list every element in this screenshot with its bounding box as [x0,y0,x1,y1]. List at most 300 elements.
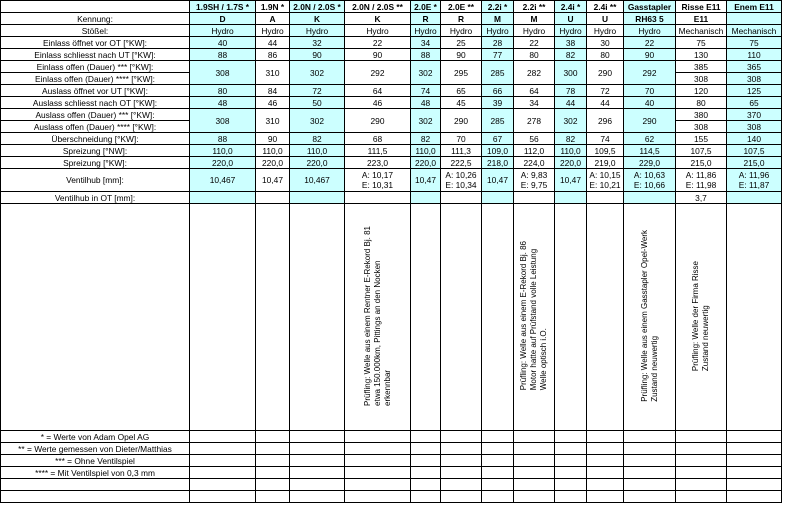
value-cell[interactable]: 290 [441,109,482,133]
value-cell[interactable]: 38 [555,37,587,49]
empty-cell[interactable] [624,467,676,479]
value-cell[interactable]: 110,0 [290,145,345,157]
value-cell[interactable]: 220,0 [190,157,256,169]
empty-cell[interactable] [441,479,482,491]
value-cell[interactable]: 28 [482,37,514,49]
code-cell[interactable]: E11 [676,13,727,25]
empty-cell[interactable] [482,431,514,443]
code-cell[interactable]: K [345,13,411,25]
empty-cell[interactable] [482,467,514,479]
value-cell[interactable]: 40 [190,37,256,49]
note-cell[interactable] [290,204,345,431]
note-cell[interactable] [514,204,555,431]
value-cell[interactable] [727,192,782,204]
empty-cell[interactable] [256,479,290,491]
engine-header[interactable]: 2.0E ** [441,1,482,13]
note-cell[interactable] [441,204,482,431]
value-cell[interactable]: 111,3 [441,145,482,157]
code-cell[interactable]: U [587,13,624,25]
empty-cell[interactable] [514,491,555,503]
empty-cell[interactable] [676,431,727,443]
value-cell[interactable]: 114,5 [624,145,676,157]
value-cell[interactable]: 385 [676,61,727,73]
empty-cell[interactable] [441,443,482,455]
empty-cell[interactable] [514,443,555,455]
value-cell[interactable]: 44 [555,97,587,109]
engine-header[interactable]: 2.0N / 2.0S * [290,1,345,13]
empty-cell[interactable] [482,491,514,503]
empty-cell[interactable] [290,479,345,491]
empty-cell[interactable] [1,491,190,503]
value-cell[interactable]: 90 [624,49,676,61]
row-label[interactable]: Einlass schliesst nach UT [°KW]: [1,49,190,61]
value-cell[interactable]: 112,0 [514,145,555,157]
code-cell[interactable]: K [290,13,345,25]
empty-cell[interactable] [345,455,411,467]
empty-cell[interactable] [441,491,482,503]
value-cell[interactable]: 82 [555,49,587,61]
lifter-cell[interactable]: Mechanisch [727,25,782,37]
value-cell[interactable] [190,192,256,204]
code-cell[interactable] [727,13,782,25]
empty-cell[interactable] [676,455,727,467]
value-cell[interactable]: 107,5 [676,145,727,157]
lifter-cell[interactable]: Hydro [190,25,256,37]
lifter-cell[interactable]: Hydro [290,25,345,37]
empty-cell[interactable] [587,431,624,443]
value-cell[interactable]: 278 [514,109,555,133]
valve-lift-cell[interactable] [624,169,676,192]
empty-cell[interactable] [587,479,624,491]
empty-cell[interactable] [441,467,482,479]
engine-header[interactable]: 2.4i ** [587,1,624,13]
value-cell[interactable]: 70 [624,85,676,97]
value-cell[interactable]: 302 [411,109,441,133]
value-cell[interactable] [555,192,587,204]
lifter-cell[interactable]: Hydro [441,25,482,37]
value-cell[interactable]: 110,0 [256,145,290,157]
value-cell[interactable]: 110 [727,49,782,61]
value-cell[interactable]: 125 [727,85,782,97]
value-cell[interactable]: 300 [555,61,587,85]
engine-header[interactable]: 1.9SH / 1.7S * [190,1,256,13]
value-cell[interactable]: 65 [727,97,782,109]
row-label[interactable]: Einlass offen (Dauer) *** [°KW]: [1,61,190,73]
value-cell[interactable]: 310 [256,109,290,133]
value-cell[interactable]: 282 [514,61,555,85]
value-cell[interactable]: 308 [190,109,256,133]
empty-cell[interactable] [482,479,514,491]
value-cell[interactable]: 292 [624,61,676,85]
engine-header[interactable]: Risse E11 [676,1,727,13]
value-cell[interactable]: 110,0 [190,145,256,157]
code-cell[interactable]: U [555,13,587,25]
value-cell[interactable]: 25 [441,37,482,49]
value-cell[interactable]: 296 [587,109,624,133]
engine-header[interactable]: 2.2i * [482,1,514,13]
empty-cell[interactable] [411,455,441,467]
empty-cell[interactable] [441,455,482,467]
value-cell[interactable]: 64 [345,85,411,97]
empty-cell[interactable] [676,467,727,479]
value-cell[interactable] [514,192,555,204]
value-cell[interactable]: 70 [441,133,482,145]
corner-cell[interactable] [1,1,190,13]
value-cell[interactable]: 370 [727,109,782,121]
row-label[interactable]: Spreizung [°NW]: [1,145,190,157]
empty-cell[interactable] [290,467,345,479]
value-cell[interactable]: 109,0 [482,145,514,157]
value-cell[interactable]: 380 [676,109,727,121]
empty-cell[interactable] [411,491,441,503]
valve-lift-cell[interactable] [555,169,587,192]
empty-cell[interactable] [727,431,782,443]
engine-header[interactable]: 1.9N * [256,1,290,13]
empty-cell[interactable] [727,443,782,455]
value-cell[interactable]: 219,0 [587,157,624,169]
valve-lift-cell[interactable] [256,169,290,192]
empty-cell[interactable] [555,443,587,455]
value-cell[interactable]: 65 [441,85,482,97]
row-label[interactable]: Spreizung [°KW]: [1,157,190,169]
lifter-cell[interactable]: Hydro [587,25,624,37]
empty-cell[interactable] [1,204,190,431]
empty-cell[interactable] [190,431,256,443]
empty-cell[interactable] [587,455,624,467]
empty-cell[interactable] [727,491,782,503]
value-cell[interactable]: 67 [482,133,514,145]
value-cell[interactable]: 45 [441,97,482,109]
valve-lift-cell[interactable] [676,169,727,192]
empty-cell[interactable] [1,479,190,491]
value-cell[interactable]: 82 [411,133,441,145]
value-cell[interactable]: 220,0 [555,157,587,169]
value-cell[interactable]: 56 [514,133,555,145]
value-cell[interactable]: 88 [190,133,256,145]
value-cell[interactable]: 90 [441,49,482,61]
empty-cell[interactable] [345,491,411,503]
empty-cell[interactable] [514,455,555,467]
value-cell[interactable]: 302 [411,61,441,85]
value-cell[interactable]: 290 [624,109,676,133]
empty-cell[interactable] [555,479,587,491]
value-cell[interactable]: 39 [482,97,514,109]
footnote[interactable]: ** = Werte gemessen von Dieter/Matthias [1,443,190,455]
footnote[interactable]: * = Werte von Adam Opel AG [1,431,190,443]
empty-cell[interactable] [256,443,290,455]
empty-cell[interactable] [727,455,782,467]
value-cell[interactable]: 295 [441,61,482,85]
empty-cell[interactable] [345,479,411,491]
empty-cell[interactable] [290,455,345,467]
empty-cell[interactable] [190,491,256,503]
empty-cell[interactable] [587,443,624,455]
empty-cell[interactable] [555,467,587,479]
value-cell[interactable]: 44 [587,97,624,109]
value-cell[interactable]: 84 [256,85,290,97]
code-cell[interactable]: R [441,13,482,25]
lifter-cell[interactable]: Hydro [624,25,676,37]
empty-cell[interactable] [587,467,624,479]
empty-cell[interactable] [411,479,441,491]
value-cell[interactable]: 110,0 [411,145,441,157]
value-cell[interactable]: 290 [345,109,411,133]
value-cell[interactable] [256,192,290,204]
lifter-cell[interactable]: Hydro [482,25,514,37]
value-cell[interactable]: 109,5 [587,145,624,157]
value-cell[interactable]: 290 [587,61,624,85]
empty-cell[interactable] [190,455,256,467]
note-cell[interactable] [256,204,290,431]
lifter-cell[interactable]: Hydro [345,25,411,37]
note-cell[interactable] [411,204,441,431]
value-cell[interactable]: 308 [727,121,782,133]
value-cell[interactable]: 66 [482,85,514,97]
note-cell[interactable] [727,204,782,431]
empty-cell[interactable] [190,443,256,455]
value-cell[interactable]: 88 [190,49,256,61]
value-cell[interactable]: 34 [514,97,555,109]
value-cell[interactable]: 72 [587,85,624,97]
empty-cell[interactable] [624,491,676,503]
code-cell[interactable]: RH63 5 [624,13,676,25]
valve-lift-cell[interactable] [190,169,256,192]
value-cell[interactable]: 224,0 [514,157,555,169]
value-cell[interactable]: 220,0 [256,157,290,169]
value-cell[interactable]: 86 [256,49,290,61]
empty-cell[interactable] [482,455,514,467]
row-label[interactable]: Auslass öffnet vor UT [°KW]: [1,85,190,97]
lifter-cell[interactable]: Hydro [256,25,290,37]
value-cell[interactable]: 107,5 [727,145,782,157]
value-cell[interactable]: 310 [256,61,290,85]
value-cell[interactable]: 22 [624,37,676,49]
valve-lift-cell[interactable] [441,169,482,192]
value-cell[interactable]: 88 [411,49,441,61]
empty-cell[interactable] [190,479,256,491]
empty-cell[interactable] [411,443,441,455]
value-cell[interactable]: 285 [482,61,514,85]
empty-cell[interactable] [256,467,290,479]
value-cell[interactable]: 75 [676,37,727,49]
value-cell[interactable]: 77 [482,49,514,61]
value-cell[interactable]: 302 [290,61,345,85]
value-cell[interactable] [482,192,514,204]
note-cell[interactable] [587,204,624,431]
value-cell[interactable]: 48 [190,97,256,109]
value-cell[interactable] [290,192,345,204]
value-cell[interactable]: 82 [555,133,587,145]
value-cell[interactable]: 110,0 [555,145,587,157]
empty-cell[interactable] [514,467,555,479]
value-cell[interactable]: 44 [256,37,290,49]
empty-cell[interactable] [514,479,555,491]
empty-cell[interactable] [676,479,727,491]
value-cell[interactable]: 46 [345,97,411,109]
value-cell[interactable]: 75 [727,37,782,49]
note-cell[interactable] [482,204,514,431]
value-cell[interactable]: 222,5 [441,157,482,169]
value-cell[interactable]: 223,0 [345,157,411,169]
value-cell[interactable]: 62 [624,133,676,145]
value-cell[interactable]: 292 [345,61,411,85]
value-cell[interactable]: 308 [676,121,727,133]
value-cell[interactable]: 220,0 [411,157,441,169]
value-cell[interactable]: 218,0 [482,157,514,169]
code-cell[interactable]: D [190,13,256,25]
value-cell[interactable]: 308 [727,73,782,85]
value-cell[interactable]: 120 [676,85,727,97]
code-cell[interactable]: R [411,13,441,25]
value-cell[interactable] [624,192,676,204]
valve-lift-cell[interactable] [727,169,782,192]
empty-cell[interactable] [555,491,587,503]
value-cell[interactable]: 22 [345,37,411,49]
code-cell[interactable]: M [514,13,555,25]
empty-cell[interactable] [256,455,290,467]
valve-lift-cell[interactable] [514,169,555,192]
value-cell[interactable]: 68 [345,133,411,145]
code-cell[interactable]: M [482,13,514,25]
row-label[interactable]: Auslass offen (Dauer) *** [°KW]: [1,109,190,121]
empty-cell[interactable] [676,491,727,503]
value-cell[interactable]: 302 [555,109,587,133]
value-cell[interactable]: 40 [624,97,676,109]
engine-header[interactable]: 2.4i * [555,1,587,13]
valve-lift-cell[interactable] [345,169,411,192]
value-cell[interactable]: 78 [555,85,587,97]
value-cell[interactable]: 72 [290,85,345,97]
value-cell[interactable]: 80 [587,49,624,61]
empty-cell[interactable] [727,479,782,491]
row-label[interactable]: Überschneidung [°KW]: [1,133,190,145]
value-cell[interactable]: 32 [290,37,345,49]
code-cell[interactable]: A [256,13,290,25]
value-cell[interactable]: 48 [411,97,441,109]
value-cell[interactable] [345,192,411,204]
value-cell[interactable]: 215,0 [676,157,727,169]
value-cell[interactable]: 3,7 [676,192,727,204]
footnote[interactable]: **** = Mit Ventilspiel von 0,3 mm [1,467,190,479]
engine-header[interactable]: 2.0N / 2.0S ** [345,1,411,13]
value-cell[interactable]: 90 [345,49,411,61]
value-cell[interactable]: 82 [290,133,345,145]
lifter-cell[interactable]: Hydro [555,25,587,37]
value-cell[interactable]: 22 [514,37,555,49]
value-cell[interactable]: 215,0 [727,157,782,169]
empty-cell[interactable] [411,431,441,443]
empty-cell[interactable] [624,443,676,455]
value-cell[interactable]: 90 [290,49,345,61]
note-cell[interactable] [676,204,727,431]
valve-lift-cell[interactable] [587,169,624,192]
value-cell[interactable]: 74 [411,85,441,97]
value-cell[interactable]: 80 [514,49,555,61]
empty-cell[interactable] [555,455,587,467]
row-label[interactable]: Auslass offen (Dauer) **** [°KW]: [1,121,190,133]
engine-header[interactable]: Gasstapler [624,1,676,13]
note-cell[interactable] [555,204,587,431]
value-cell[interactable]: 50 [290,97,345,109]
empty-cell[interactable] [290,443,345,455]
value-cell[interactable]: 155 [676,133,727,145]
value-cell[interactable]: 30 [587,37,624,49]
lifter-cell[interactable]: Hydro [411,25,441,37]
value-cell[interactable]: 46 [256,97,290,109]
engine-header[interactable]: 2.2i ** [514,1,555,13]
note-cell[interactable] [190,204,256,431]
row-label[interactable]: Einlass offen (Dauer) **** [°KW]: [1,73,190,85]
value-cell[interactable]: 140 [727,133,782,145]
value-cell[interactable]: 80 [676,97,727,109]
valve-lift-cell[interactable] [411,169,441,192]
empty-cell[interactable] [624,431,676,443]
empty-cell[interactable] [514,431,555,443]
row-label[interactable]: Ventilhub [mm]: [1,169,190,192]
row-label[interactable]: Ventilhub in OT [mm]: [1,192,190,204]
empty-cell[interactable] [482,443,514,455]
empty-cell[interactable] [345,431,411,443]
note-cell[interactable] [345,204,411,431]
value-cell[interactable]: 80 [190,85,256,97]
empty-cell[interactable] [290,491,345,503]
empty-cell[interactable] [256,491,290,503]
engine-header[interactable]: Enem E11 [727,1,782,13]
value-cell[interactable]: 365 [727,61,782,73]
lifter-cell[interactable]: Hydro [514,25,555,37]
empty-cell[interactable] [555,431,587,443]
value-cell[interactable]: 229,0 [624,157,676,169]
value-cell[interactable]: 285 [482,109,514,133]
empty-cell[interactable] [624,479,676,491]
empty-cell[interactable] [290,431,345,443]
empty-cell[interactable] [676,443,727,455]
value-cell[interactable]: 111,5 [345,145,411,157]
valve-lift-cell[interactable] [290,169,345,192]
value-cell[interactable] [587,192,624,204]
value-cell[interactable] [411,192,441,204]
empty-cell[interactable] [411,467,441,479]
row-label[interactable]: Einlass öffnet vor OT [°KW]: [1,37,190,49]
value-cell[interactable]: 220,0 [290,157,345,169]
row-label[interactable]: Kennung: [1,13,190,25]
valve-lift-cell[interactable] [482,169,514,192]
value-cell[interactable]: 74 [587,133,624,145]
value-cell[interactable]: 34 [411,37,441,49]
empty-cell[interactable] [624,455,676,467]
value-cell[interactable] [441,192,482,204]
value-cell[interactable]: 90 [256,133,290,145]
note-cell[interactable] [624,204,676,431]
empty-cell[interactable] [587,491,624,503]
empty-cell[interactable] [345,467,411,479]
value-cell[interactable]: 130 [676,49,727,61]
empty-cell[interactable] [345,443,411,455]
value-cell[interactable]: 302 [290,109,345,133]
footnote[interactable]: *** = Ohne Ventilspiel [1,455,190,467]
empty-cell[interactable] [256,431,290,443]
engine-header[interactable]: 2.0E * [411,1,441,13]
value-cell[interactable]: 308 [190,61,256,85]
empty-cell[interactable] [441,431,482,443]
row-label[interactable]: Auslass schliesst nach OT [°KW]: [1,97,190,109]
lifter-cell[interactable]: Mechanisch [676,25,727,37]
empty-cell[interactable] [727,467,782,479]
row-label[interactable]: Stößel: [1,25,190,37]
empty-cell[interactable] [190,467,256,479]
value-cell[interactable]: 64 [514,85,555,97]
value-cell[interactable]: 308 [676,73,727,85]
